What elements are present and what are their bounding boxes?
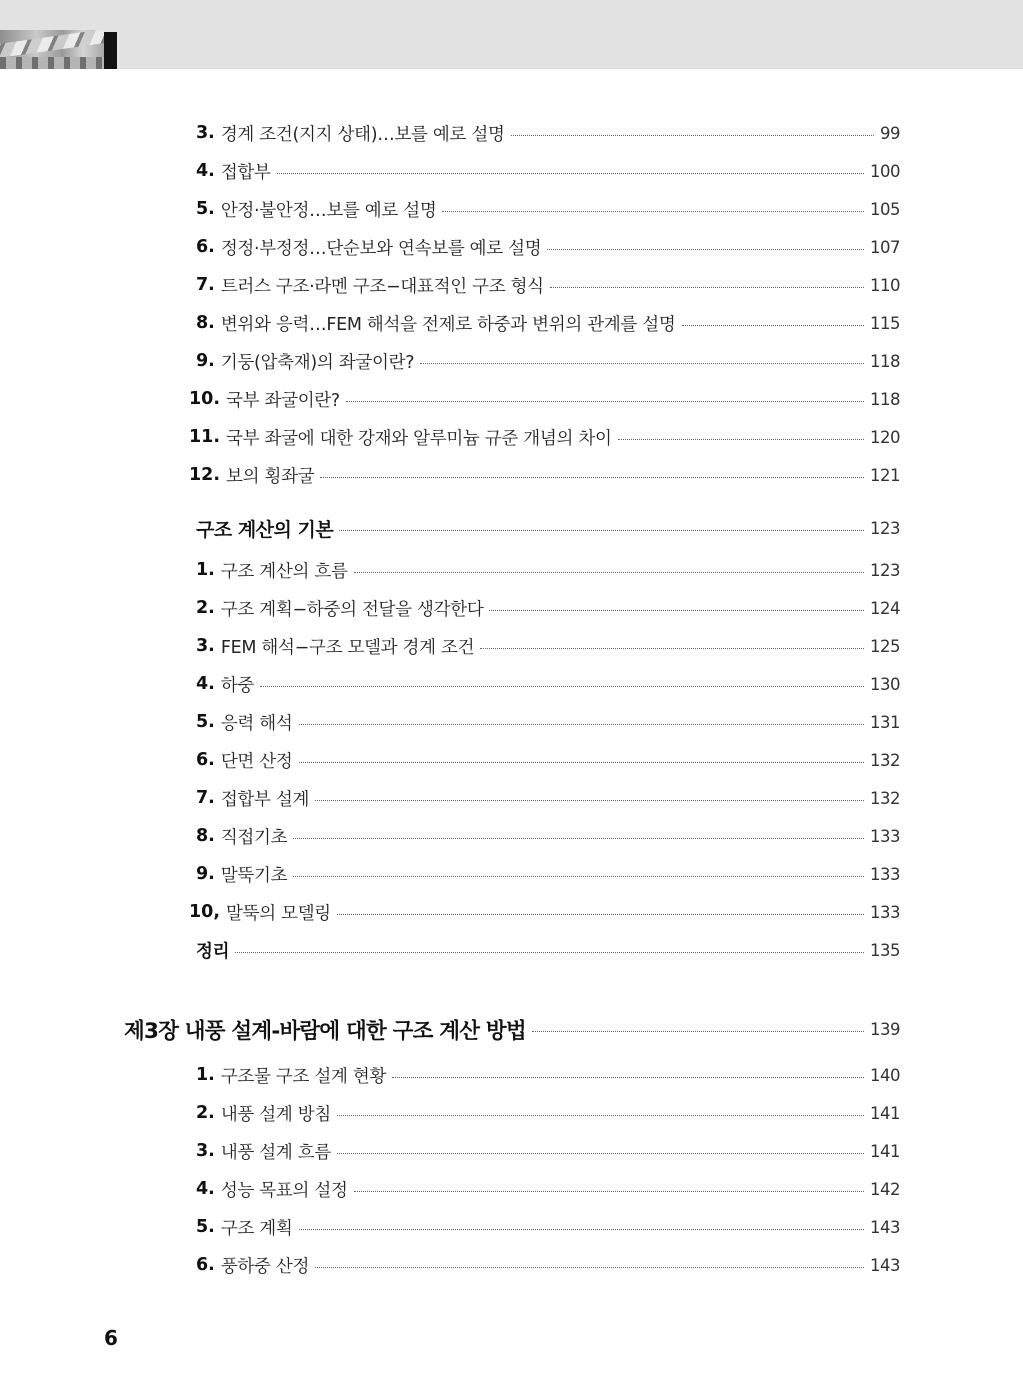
toc-entry[interactable] (196, 196, 900, 222)
leader-dots (511, 135, 874, 136)
toc-entry[interactable] (196, 595, 900, 621)
toc-entry-title: 구조 계산의 흐름 (220, 561, 348, 582)
toc-entry[interactable] (196, 1100, 900, 1126)
toc-entry-number: 10, (189, 902, 221, 922)
toc-entry-page: 140 (870, 1065, 900, 1085)
toc-entry-title: 경계 조건(지지 상태)…보를 예로 설명 (220, 124, 505, 145)
toc-entry[interactable] (196, 671, 900, 697)
leader-dots (337, 1115, 864, 1116)
toc-entry[interactable] (189, 899, 900, 925)
toc-entry-title: 국부 좌굴에 대한 강재와 알루미늄 규준 개념의 차이 (226, 428, 612, 449)
leader-dots (682, 325, 865, 326)
toc-entry-number: 4. (196, 161, 215, 181)
toc-entry-page: 121 (870, 465, 900, 485)
toc-chapter-page: 139 (870, 1019, 900, 1039)
toc-entry[interactable] (189, 462, 900, 488)
toc-entry-number: 3. (196, 1141, 215, 1161)
leader-dots (315, 1267, 864, 1268)
toc-entry[interactable] (196, 348, 900, 374)
leader-dots (354, 1191, 864, 1192)
toc-entry-title: 구조물 구조 설계 현황 (220, 1066, 387, 1087)
toc-entry-page: 99 (880, 123, 900, 143)
toc-entry[interactable] (196, 785, 900, 811)
toc-entry-number: 3. (196, 123, 215, 143)
toc-entry-page: 107 (870, 237, 900, 257)
toc-entry[interactable] (196, 709, 900, 735)
toc-entry-page: 118 (870, 389, 900, 409)
toc-entry-page: 118 (870, 351, 900, 371)
toc-entry-number: 4. (196, 1179, 215, 1199)
toc-entry-page: 100 (870, 161, 900, 181)
toc-entry-page: 110 (870, 275, 900, 295)
toc-entry-number: 6. (196, 750, 215, 770)
leader-dots (299, 724, 864, 725)
toc-entry-number: 5. (196, 1217, 215, 1237)
leader-dots (392, 1077, 864, 1078)
toc-entry[interactable] (196, 1214, 900, 1240)
leader-dots (260, 686, 864, 687)
toc-entry-title: 하중 (220, 675, 255, 696)
toc-entry-title: 정정·부정정…단순보와 연속보를 예로 설명 (220, 238, 542, 259)
toc-entry-page: 132 (870, 750, 900, 770)
toc-entry-page: 123 (870, 560, 900, 580)
toc-entry[interactable] (196, 1176, 900, 1202)
toc-entry-page: 143 (870, 1217, 900, 1237)
leader-dots (293, 876, 864, 877)
toc-entry-number: 2. (196, 1103, 215, 1123)
toc-entry[interactable] (196, 234, 900, 260)
leader-dots (354, 572, 864, 573)
toc-entry-number: 9. (196, 864, 215, 884)
toc-entry-page: 120 (870, 427, 900, 447)
toc-section-title: 구조 계산의 기본 (196, 518, 334, 541)
toc-entry-title: 말뚝의 모델링 (226, 903, 331, 924)
toc-entry-number: 9. (196, 351, 215, 371)
leader-dots (480, 648, 864, 649)
toc-entry[interactable] (196, 310, 900, 336)
toc-entry-page: 141 (870, 1103, 900, 1123)
toc-entry-page: 133 (870, 864, 900, 884)
toc-entry-title: 접합부 (220, 162, 271, 183)
toc-entry-title: 응력 해석 (220, 713, 293, 734)
toc-entry-title: 성능 목표의 설정 (220, 1180, 348, 1201)
toc-entry-number: 8. (196, 826, 215, 846)
toc-entry[interactable] (196, 1138, 900, 1164)
toc-entry-page: 105 (870, 199, 900, 219)
toc-entry-page: 125 (870, 636, 900, 656)
toc-section-heading[interactable] (196, 513, 900, 543)
toc-entry-number: 8. (196, 313, 215, 333)
leader-dots (550, 287, 864, 288)
toc-entry-page: 131 (870, 712, 900, 732)
leader-dots (235, 952, 864, 953)
toc-entry-page: 115 (870, 313, 900, 333)
toc-entry[interactable] (196, 272, 900, 298)
header-photo (0, 30, 104, 69)
toc-entry-title: 접합부 설계 (220, 789, 310, 810)
toc-entry-page: 130 (870, 674, 900, 694)
toc-entry-title: 내풍 설계 흐름 (220, 1142, 331, 1163)
toc-entry-title: 내풍 설계 방침 (220, 1104, 331, 1125)
leader-dots (442, 211, 864, 212)
toc-entry-title: 말뚝기초 (220, 865, 288, 886)
toc-entry-page: 132 (870, 788, 900, 808)
leader-dots (315, 800, 864, 801)
toc-entry[interactable] (196, 747, 900, 773)
toc-entry-title: 단면 산정 (220, 751, 293, 772)
leader-dots (532, 1031, 864, 1032)
leader-dots (277, 173, 864, 174)
toc-entry-number: 5. (196, 712, 215, 732)
toc-entry-number: 7. (196, 275, 215, 295)
toc-entry-number: 6. (196, 237, 215, 257)
toc-entry[interactable] (196, 861, 900, 887)
toc-entry-number: 1. (196, 1065, 215, 1085)
toc-entry[interactable] (196, 120, 900, 146)
toc-chapter-title: 제3장 내풍 설계-바람에 대한 구조 계산 방법 (124, 1018, 526, 1044)
toc-entry-page: 133 (870, 826, 900, 846)
toc-summary-title: 정리 (196, 941, 230, 962)
page-number: 6 (104, 1326, 118, 1350)
header-accent-bar (104, 32, 117, 69)
toc-entry-title: FEM 해석−구조 모델과 경계 조건 (220, 637, 475, 658)
toc-entry-number: 7. (196, 788, 215, 808)
toc-entry[interactable] (196, 633, 900, 659)
toc-entry-number: 11. (189, 427, 221, 447)
leader-dots (489, 610, 864, 611)
leader-dots (299, 762, 864, 763)
toc-entry-number: 1. (196, 560, 215, 580)
toc-summary-page: 135 (870, 940, 900, 960)
toc-entry-title: 보의 횡좌굴 (226, 466, 315, 487)
leader-dots (337, 914, 864, 915)
leader-dots (293, 838, 864, 839)
toc-entry-number: 5. (196, 199, 215, 219)
toc-entry-number: 6. (196, 1255, 215, 1275)
toc-entry[interactable] (196, 823, 900, 849)
toc-entry-title: 변위와 응력…FEM 해석을 전제로 하중과 변위의 관계를 설명 (220, 314, 676, 335)
leader-dots (299, 1229, 864, 1230)
toc-entry[interactable] (196, 557, 900, 583)
toc-entry-title: 구조 계획−하중의 전달을 생각한다 (220, 599, 484, 620)
toc-entry-title: 구조 계획 (220, 1218, 293, 1239)
toc-entry-page: 143 (870, 1255, 900, 1275)
toc-entry-number: 4. (196, 674, 215, 694)
toc-entry[interactable] (189, 386, 900, 412)
toc-entry-page: 124 (870, 598, 900, 618)
leader-dots (320, 477, 864, 478)
toc-entry-number: 3. (196, 636, 215, 656)
toc-entry-title: 안정·불안정…보를 예로 설명 (220, 200, 437, 221)
leader-dots (346, 401, 864, 402)
toc-entry-page: 133 (870, 902, 900, 922)
leader-dots (420, 363, 864, 364)
toc-section-page: 123 (870, 518, 900, 538)
toc-entry-number: 2. (196, 598, 215, 618)
leader-dots (339, 530, 864, 531)
header-band (0, 0, 1023, 69)
leader-dots (337, 1153, 864, 1154)
toc-summary[interactable] (196, 937, 900, 963)
leader-dots (618, 439, 864, 440)
leader-dots (547, 249, 864, 250)
toc-entry-title: 국부 좌굴이란? (226, 390, 340, 411)
toc-chapter-heading[interactable] (124, 1013, 900, 1045)
toc-entry-title: 트러스 구조·라멘 구조−대표적인 구조 형식 (220, 276, 544, 297)
toc-entry-page: 142 (870, 1179, 900, 1199)
toc-entry[interactable] (196, 158, 900, 184)
toc-entry-title: 풍하중 산정 (220, 1256, 310, 1277)
toc-entry-title: 기둥(압축재)의 좌굴이란? (220, 352, 415, 373)
toc-entry[interactable] (189, 424, 900, 450)
toc-entry[interactable] (196, 1252, 900, 1278)
toc-entry-page: 141 (870, 1141, 900, 1161)
toc-entry-number: 10. (189, 389, 221, 409)
toc-entry[interactable] (196, 1062, 900, 1088)
toc-entry-title: 직접기초 (220, 827, 288, 848)
toc-entry-number: 12. (189, 465, 221, 485)
